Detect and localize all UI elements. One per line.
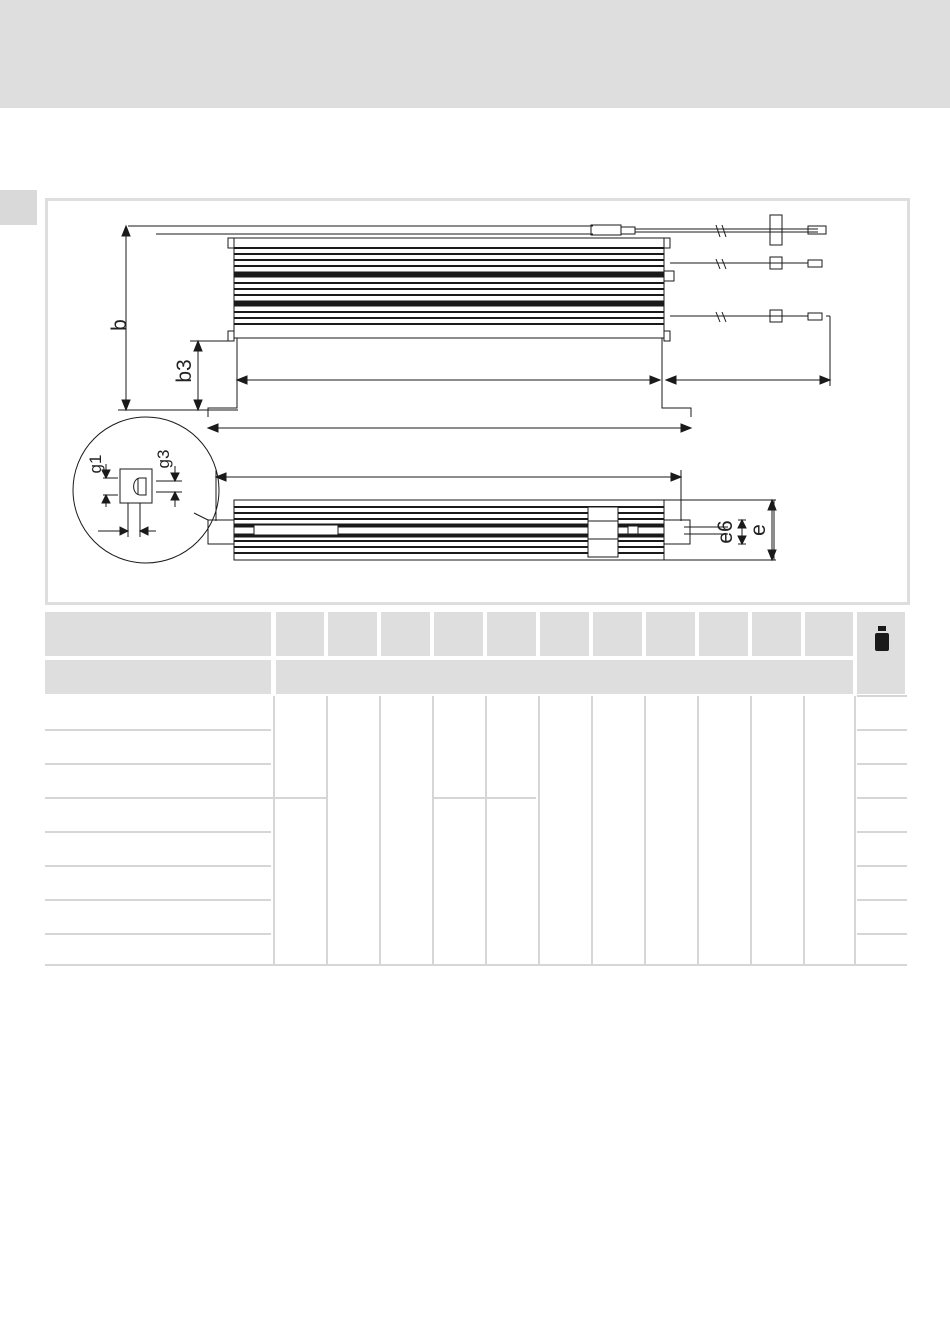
dim-label-g3: g3 <box>154 449 173 469</box>
row-divider <box>45 797 328 799</box>
col-divider <box>326 696 328 966</box>
table-bottom-line <box>45 964 907 966</box>
col-divider <box>803 696 805 966</box>
chapter-tab <box>0 190 37 225</box>
dimension-table <box>45 612 907 967</box>
dimension-drawing-frame <box>45 198 910 605</box>
header-col-6 <box>540 612 589 656</box>
weight-row-divider <box>857 763 907 765</box>
weight-row-divider <box>857 831 907 833</box>
weight-row-divider <box>857 899 907 901</box>
col-divider <box>854 696 856 966</box>
header-col-9 <box>699 612 748 656</box>
row-divider <box>45 865 271 867</box>
row-divider <box>45 729 271 731</box>
header-col-4 <box>434 612 483 656</box>
header-col-1 <box>276 612 324 656</box>
row-divider <box>45 899 271 901</box>
page-header-band <box>0 0 950 108</box>
col-divider <box>538 696 540 966</box>
weight-row-divider <box>857 729 907 731</box>
weight-row-divider <box>857 933 907 935</box>
header-col-10 <box>752 612 801 656</box>
col-divider <box>485 696 487 966</box>
weight-row-divider <box>857 865 907 867</box>
dim-label-b3: b3 <box>173 359 196 383</box>
header-type-cell <box>45 612 271 656</box>
header-weight-cell <box>857 612 905 694</box>
header-unit-span <box>276 660 853 694</box>
dim-label-e6: e6 <box>714 520 737 544</box>
col-divider <box>644 696 646 966</box>
header-col-2 <box>328 612 377 656</box>
dim-label-b: b <box>108 319 131 331</box>
header-col-7 <box>593 612 642 656</box>
row-divider <box>45 933 271 935</box>
weight-row-divider <box>857 695 907 697</box>
header-col-5 <box>487 612 536 656</box>
header-col-8 <box>646 612 695 656</box>
header-type-subcell <box>45 660 271 694</box>
detail-view <box>73 417 219 563</box>
weight-row-divider <box>857 797 907 799</box>
header-col-3 <box>381 612 430 656</box>
col-divider <box>750 696 752 966</box>
col-divider <box>697 696 699 966</box>
dim-label-e: e <box>747 524 770 536</box>
row-divider <box>45 763 271 765</box>
header-col-11 <box>805 612 853 656</box>
row-divider <box>45 831 271 833</box>
col-divider <box>379 696 381 966</box>
top-view <box>208 470 776 560</box>
dimension-drawing <box>48 201 907 602</box>
col-divider <box>273 696 275 966</box>
front-view <box>118 215 830 432</box>
col-divider <box>591 696 593 966</box>
col-divider <box>432 696 434 966</box>
weight-icon <box>873 626 891 652</box>
dim-label-g1: g1 <box>86 454 105 474</box>
